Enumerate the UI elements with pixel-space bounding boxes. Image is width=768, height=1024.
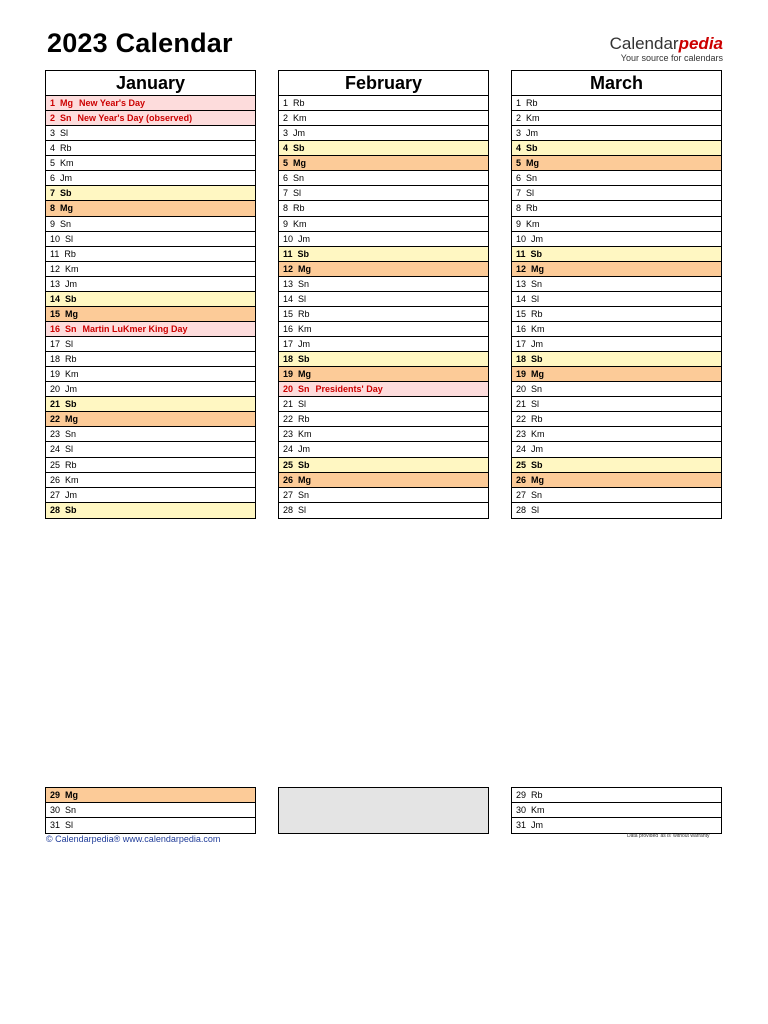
- day-row: [512, 488, 721, 503]
- day-number: 29: [50, 790, 61, 800]
- day-row: [512, 473, 721, 488]
- day-number: 23: [516, 429, 527, 440]
- day-row: [46, 367, 255, 382]
- day-number: 2: [283, 113, 289, 124]
- day-row: [279, 262, 488, 277]
- day-row: [279, 156, 488, 171]
- weekday-abbr: Jm: [65, 384, 78, 395]
- weekday-abbr: Sl: [298, 504, 307, 515]
- weekday-abbr: Mg: [526, 158, 540, 169]
- day-row: [512, 247, 721, 262]
- day-number: 13: [516, 278, 527, 289]
- weekday-abbr: Rb: [293, 98, 305, 108]
- day-row: [512, 337, 721, 352]
- day-row: [279, 126, 488, 141]
- weekday-abbr: Km: [298, 429, 312, 440]
- day-row: [279, 307, 488, 322]
- day-row: [279, 322, 488, 337]
- day-row: [46, 126, 255, 141]
- holiday-name: Presidents' Day: [315, 384, 383, 395]
- day-row: [46, 186, 255, 201]
- day-row: [46, 503, 255, 518]
- day-number: 4: [50, 143, 56, 154]
- day-row: [46, 262, 255, 277]
- day-row: [279, 458, 488, 473]
- day-number: 25: [50, 459, 61, 470]
- day-number: 16: [50, 323, 61, 334]
- brand-logo[interactable]: [610, 35, 723, 63]
- day-number: 23: [50, 429, 61, 440]
- footer-disclaimer: Data provided 'as is' without warranty: [627, 833, 710, 839]
- weekday-abbr: Rb: [293, 203, 305, 214]
- day-row: [512, 111, 721, 126]
- day-number: 15: [516, 308, 527, 319]
- day-row: [512, 458, 721, 473]
- day-row: [46, 442, 255, 457]
- day-number: 6: [283, 173, 289, 184]
- weekday-abbr: Sb: [298, 354, 310, 365]
- holiday-name: New Year's Day (observed): [77, 113, 193, 124]
- weekday-abbr: Sn: [526, 173, 538, 184]
- weekday-abbr: Sl: [65, 820, 74, 831]
- weekday-abbr: Jm: [298, 233, 311, 244]
- weekday-abbr: Sn: [65, 429, 77, 440]
- weekday-abbr: Sl: [531, 293, 540, 304]
- day-number: 8: [283, 203, 289, 214]
- day-row: [46, 292, 255, 307]
- weekday-abbr: Rb: [65, 459, 77, 470]
- day-row: [279, 442, 488, 457]
- weekday-abbr: Rb: [526, 203, 538, 214]
- weekday-abbr: Jm: [60, 173, 73, 184]
- day-row: [512, 141, 721, 156]
- day-number: 15: [50, 308, 61, 319]
- day-number: 21: [516, 399, 527, 410]
- weekday-abbr: Rb: [531, 414, 543, 425]
- day-number: 26: [516, 474, 527, 485]
- weekday-abbr: Rb: [531, 308, 543, 319]
- day-row: [46, 156, 255, 171]
- day-row: [46, 412, 255, 427]
- weekday-abbr: Mg: [65, 790, 79, 800]
- day-row: [46, 217, 255, 232]
- day-number: 11: [283, 248, 293, 259]
- day-row: [512, 322, 721, 337]
- day-row: [512, 96, 721, 111]
- weekday-abbr: Rb: [298, 308, 310, 319]
- weekday-abbr: Km: [293, 113, 307, 124]
- weekday-abbr: Mg: [60, 98, 74, 108]
- day-row: [279, 232, 488, 247]
- day-row: [46, 458, 255, 473]
- day-row: [512, 126, 721, 141]
- weekday-abbr: Sb: [531, 459, 543, 470]
- day-number: 16: [283, 323, 294, 334]
- day-row: [279, 96, 488, 111]
- day-number: 22: [516, 414, 527, 425]
- day-number: 14: [50, 293, 61, 304]
- weekday-abbr: Sl: [531, 399, 540, 410]
- day-list: [512, 96, 721, 518]
- day-number: 10: [50, 233, 61, 244]
- day-row: [279, 367, 488, 382]
- brand-tagline: Your source for calendars: [620, 53, 723, 63]
- day-row: [46, 382, 255, 397]
- day-row: [279, 352, 488, 367]
- day-row: [46, 818, 255, 833]
- weekday-abbr: Sn: [298, 384, 310, 395]
- day-row: [512, 156, 721, 171]
- day-row: [512, 397, 721, 412]
- day-number: 18: [50, 354, 61, 365]
- day-number: 30: [516, 805, 527, 816]
- day-list: [46, 788, 255, 833]
- weekday-abbr: Jm: [65, 489, 78, 500]
- day-number: 12: [283, 263, 294, 274]
- weekday-abbr: Sn: [293, 173, 305, 184]
- day-number: 11: [516, 248, 526, 259]
- weekday-abbr: Km: [65, 263, 79, 274]
- day-number: 17: [50, 339, 61, 349]
- day-row: [46, 337, 255, 352]
- weekday-abbr: Jm: [298, 444, 311, 455]
- holiday-name: New Year's Day: [79, 98, 146, 108]
- footer-copyright-link[interactable]: © Calendarpedia® www.calendarpedia.com: [46, 834, 221, 844]
- day-number: 22: [50, 414, 61, 425]
- day-row: [46, 427, 255, 442]
- weekday-abbr: Sn: [65, 323, 77, 334]
- weekday-abbr: Sb: [297, 248, 310, 259]
- weekday-abbr: Jm: [526, 128, 539, 139]
- weekday-abbr: Km: [531, 323, 545, 334]
- day-row: [512, 788, 721, 803]
- day-row: [512, 818, 721, 833]
- day-row: [512, 186, 721, 201]
- day-number: 30: [50, 805, 61, 816]
- weekday-abbr: Rb: [298, 414, 310, 425]
- day-number: 9: [516, 218, 522, 229]
- day-row: [46, 141, 255, 156]
- month-column-february: [278, 70, 489, 519]
- weekday-abbr: Sn: [60, 218, 72, 229]
- day-row: [512, 352, 721, 367]
- month-tail-march: [511, 787, 722, 834]
- day-number: 1: [516, 98, 522, 108]
- day-number: 19: [283, 369, 294, 380]
- day-number: 21: [283, 399, 294, 410]
- day-row: [512, 442, 721, 457]
- day-row: [279, 171, 488, 186]
- day-number: 6: [516, 173, 522, 184]
- month-name: February: [279, 71, 488, 96]
- day-row: [46, 201, 255, 216]
- day-number: 6: [50, 173, 56, 184]
- month-column-march: [511, 70, 722, 519]
- day-number: 21: [50, 399, 61, 410]
- day-number: 1: [283, 98, 289, 108]
- day-number: 23: [283, 429, 294, 440]
- day-number: 13: [283, 278, 294, 289]
- day-row: [279, 111, 488, 126]
- day-row: [279, 382, 488, 397]
- day-row: [46, 352, 255, 367]
- day-row: [46, 488, 255, 503]
- weekday-abbr: Sl: [526, 188, 535, 199]
- day-row: [279, 488, 488, 503]
- day-number: 22: [283, 414, 294, 425]
- month-name: January: [46, 71, 255, 96]
- day-number: 28: [516, 504, 527, 515]
- day-number: 3: [283, 128, 289, 139]
- day-number: 12: [50, 263, 61, 274]
- day-number: 28: [283, 504, 294, 515]
- weekday-abbr: Mg: [293, 158, 307, 169]
- day-number: 24: [50, 444, 61, 455]
- day-row: [46, 322, 255, 337]
- day-row: [46, 473, 255, 488]
- month-name: March: [512, 71, 721, 96]
- weekday-abbr: Mg: [531, 474, 545, 485]
- day-row: [46, 111, 255, 126]
- day-number: 13: [50, 278, 61, 289]
- weekday-abbr: Rb: [60, 143, 72, 154]
- day-number: 7: [283, 188, 289, 199]
- weekday-abbr: Sn: [531, 489, 543, 500]
- day-number: 24: [283, 444, 294, 455]
- weekday-abbr: Mg: [298, 474, 312, 485]
- day-row: [512, 277, 721, 292]
- weekday-abbr: Mg: [60, 203, 74, 214]
- day-number: 9: [50, 218, 56, 229]
- weekday-abbr: Sl: [65, 444, 74, 455]
- day-row: [512, 412, 721, 427]
- day-list: [512, 788, 721, 833]
- day-number: 5: [50, 158, 56, 169]
- day-number: 9: [283, 218, 289, 229]
- brand-name-accent: pedia: [678, 34, 723, 53]
- weekday-abbr: Jm: [65, 278, 78, 289]
- day-list: [279, 96, 488, 518]
- day-row: [279, 186, 488, 201]
- day-number: 1: [50, 98, 56, 108]
- day-number: 25: [516, 459, 527, 470]
- day-number: 31: [50, 820, 61, 831]
- weekday-abbr: Km: [531, 429, 545, 440]
- weekday-abbr: Rb: [526, 98, 538, 108]
- day-number: 3: [516, 128, 522, 139]
- day-row: [46, 397, 255, 412]
- day-row: [512, 427, 721, 442]
- weekday-abbr: Rb: [531, 790, 543, 800]
- day-number: 8: [516, 203, 522, 214]
- day-row: [279, 412, 488, 427]
- weekday-abbr: Km: [526, 113, 540, 124]
- weekday-abbr: Mg: [531, 263, 545, 274]
- day-row: [512, 367, 721, 382]
- day-number: 25: [283, 459, 294, 470]
- day-number: 27: [50, 489, 61, 500]
- day-row: [279, 217, 488, 232]
- weekday-abbr: Jm: [298, 339, 311, 349]
- weekday-abbr: Rb: [65, 354, 77, 365]
- day-number: 14: [516, 293, 527, 304]
- weekday-abbr: Rb: [64, 248, 76, 259]
- day-row: [512, 232, 721, 247]
- weekday-abbr: Mg: [298, 369, 312, 380]
- day-row: [279, 141, 488, 156]
- month-tail-january: [45, 787, 256, 834]
- weekday-abbr: Mg: [531, 369, 545, 380]
- day-row: [512, 292, 721, 307]
- weekday-abbr: Sn: [531, 278, 543, 289]
- month-tail-february-empty: [278, 787, 489, 834]
- day-number: 5: [516, 158, 522, 169]
- day-number: 18: [516, 354, 527, 365]
- day-number: 27: [283, 489, 294, 500]
- weekday-abbr: Sb: [298, 459, 310, 470]
- day-row: [279, 397, 488, 412]
- weekday-abbr: Sb: [531, 354, 543, 365]
- day-row: [279, 503, 488, 518]
- day-row: [279, 427, 488, 442]
- day-number: 5: [283, 158, 289, 169]
- day-number: 7: [50, 188, 56, 199]
- weekday-abbr: Sn: [531, 384, 543, 395]
- holiday-name: Martin LuKmer King Day: [82, 323, 188, 334]
- day-number: 19: [516, 369, 527, 380]
- weekday-abbr: Mg: [65, 308, 79, 319]
- month-column-january: [45, 70, 256, 519]
- day-row: [512, 803, 721, 818]
- brand-name: [610, 35, 723, 53]
- weekday-abbr: Sb: [65, 504, 77, 515]
- weekday-abbr: Km: [65, 474, 79, 485]
- weekday-abbr: Km: [293, 218, 307, 229]
- day-number: 27: [516, 489, 527, 500]
- weekday-abbr: Sn: [298, 278, 310, 289]
- day-number: 20: [50, 384, 61, 395]
- day-number: 19: [50, 369, 61, 380]
- day-number: 4: [283, 143, 289, 154]
- day-row: [279, 201, 488, 216]
- day-row: [279, 277, 488, 292]
- weekday-abbr: Sb: [530, 248, 543, 259]
- weekday-abbr: Jm: [293, 128, 306, 139]
- day-number: 15: [283, 308, 294, 319]
- day-number: 16: [516, 323, 527, 334]
- day-row: [46, 247, 255, 262]
- day-number: 31: [516, 820, 527, 831]
- day-number: 2: [516, 113, 522, 124]
- day-number: 26: [283, 474, 294, 485]
- day-row: [279, 337, 488, 352]
- weekday-abbr: Sb: [60, 188, 72, 199]
- weekday-abbr: Sl: [298, 293, 307, 304]
- day-row: [46, 307, 255, 322]
- day-row: [46, 96, 255, 111]
- weekday-abbr: Sb: [526, 143, 538, 154]
- weekday-abbr: Sn: [65, 805, 77, 816]
- weekday-abbr: Km: [526, 218, 540, 229]
- weekday-abbr: Mg: [65, 414, 79, 425]
- weekday-abbr: Sb: [65, 293, 77, 304]
- day-number: 12: [516, 263, 527, 274]
- page-title: 2023 Calendar: [47, 28, 233, 58]
- day-row: [46, 803, 255, 818]
- day-list: [46, 96, 255, 518]
- weekday-abbr: Sl: [60, 128, 69, 139]
- day-row: [512, 171, 721, 186]
- day-row: [512, 201, 721, 216]
- day-number: 10: [516, 233, 527, 244]
- day-number: 3: [50, 128, 56, 139]
- day-row: [279, 292, 488, 307]
- weekday-abbr: Jm: [531, 233, 544, 244]
- weekday-abbr: Sl: [65, 339, 74, 349]
- day-row: [512, 217, 721, 232]
- weekday-abbr: Sl: [531, 504, 540, 515]
- weekday-abbr: Sn: [60, 113, 72, 124]
- day-number: 17: [516, 339, 527, 349]
- weekday-abbr: Jm: [531, 339, 544, 349]
- day-number: 7: [516, 188, 522, 199]
- day-row: [512, 262, 721, 277]
- day-number: 4: [516, 143, 522, 154]
- day-row: [46, 277, 255, 292]
- weekday-abbr: Mg: [298, 263, 312, 274]
- day-number: 24: [516, 444, 527, 455]
- weekday-abbr: Km: [298, 323, 312, 334]
- day-row: [279, 473, 488, 488]
- weekday-abbr: Km: [531, 805, 545, 816]
- day-number: 20: [283, 384, 294, 395]
- day-row: [279, 247, 488, 262]
- day-row: [46, 788, 255, 803]
- weekday-abbr: Sl: [65, 233, 74, 244]
- day-row: [512, 307, 721, 322]
- weekday-abbr: Sl: [298, 399, 307, 410]
- weekday-abbr: Sb: [293, 143, 305, 154]
- weekday-abbr: Jm: [531, 820, 544, 831]
- day-number: 2: [50, 113, 56, 124]
- day-number: 26: [50, 474, 61, 485]
- day-number: 14: [283, 293, 294, 304]
- day-row: [512, 503, 721, 518]
- day-number: 10: [283, 233, 294, 244]
- day-number: 29: [516, 790, 527, 800]
- day-row: [46, 171, 255, 186]
- day-number: 28: [50, 504, 61, 515]
- weekday-abbr: Sl: [293, 188, 302, 199]
- day-number: 8: [50, 203, 56, 214]
- weekday-abbr: Km: [60, 158, 74, 169]
- weekday-abbr: Sn: [298, 489, 310, 500]
- day-number: 18: [283, 354, 294, 365]
- day-number: 17: [283, 339, 294, 349]
- day-row: [512, 382, 721, 397]
- day-number: 20: [516, 384, 527, 395]
- weekday-abbr: Jm: [531, 444, 544, 455]
- day-number: 11: [50, 248, 60, 259]
- weekday-abbr: Km: [65, 369, 79, 380]
- brand-name-main: Calendar: [609, 34, 679, 53]
- weekday-abbr: Sb: [65, 399, 77, 410]
- day-row: [46, 232, 255, 247]
